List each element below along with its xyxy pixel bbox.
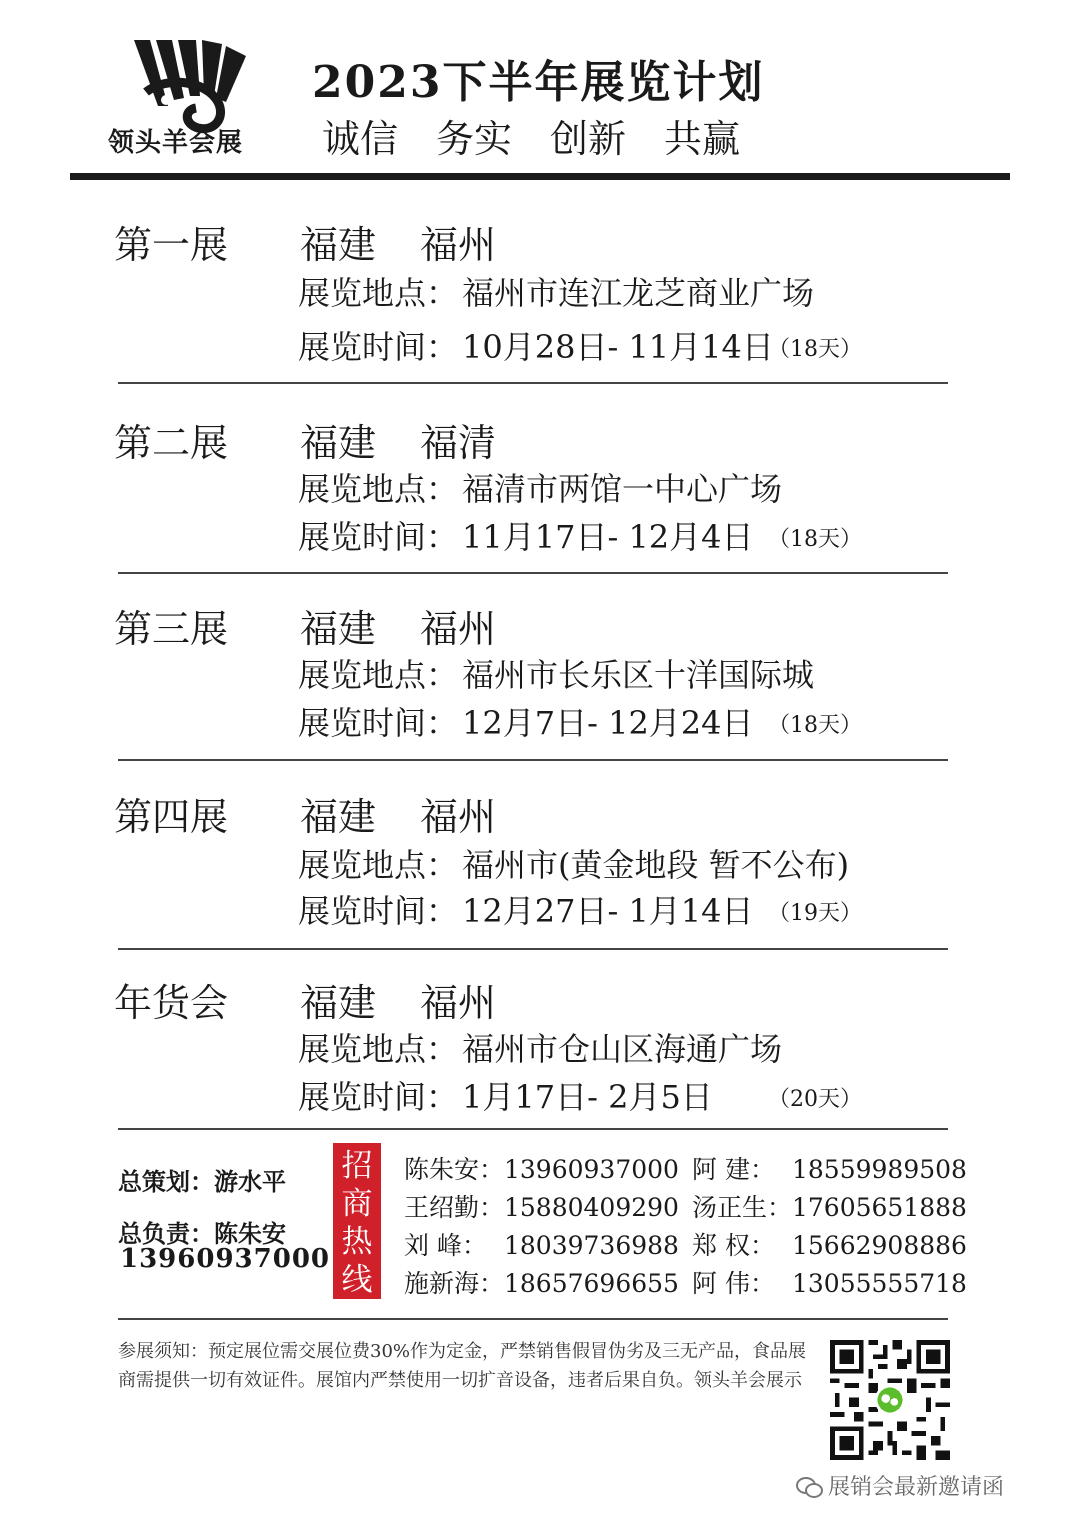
section-divider (118, 1128, 948, 1130)
show-time-row (298, 698, 754, 744)
show-duration: （18天） (768, 337, 862, 362)
show-label: 第三展 (114, 607, 229, 651)
time-value: 12月7日- 12月24日 (462, 704, 754, 742)
contact-entry (404, 1226, 679, 1262)
contact-name: 刘 峰： (404, 1231, 487, 1260)
contact-entry (692, 1226, 967, 1262)
show-location (300, 214, 496, 269)
show-label: 第一展 (114, 223, 229, 267)
venue-value: 福州市仓山区海通广场 (462, 1030, 783, 1068)
show-duration: （18天） (768, 527, 862, 552)
time-key: 展览时间： (298, 892, 459, 930)
contact-phone: 18559989508 (792, 1155, 967, 1184)
time-value: 11月17日- 12月4日 (462, 518, 754, 556)
show-venue-row (298, 650, 814, 696)
show-city: 福州 (420, 607, 497, 651)
contact-phone: 13960937000 (504, 1155, 679, 1184)
show-venue-row (298, 840, 849, 886)
show-location (300, 598, 496, 653)
contact-entry (692, 1188, 967, 1224)
show-city: 福清 (420, 421, 497, 465)
contact-name: 阿 建： (692, 1155, 775, 1184)
chief-manager: 总负责：陈朱安 (118, 1220, 286, 1248)
venue-value: 福州市长乐区十洋国际城 (462, 656, 815, 694)
show-city: 福州 (420, 795, 497, 839)
slogan-word: 创新 (550, 117, 627, 161)
show-city: 福州 (420, 223, 497, 267)
show-duration: （20天） (768, 1087, 862, 1112)
show-label: 第二展 (114, 421, 229, 465)
time-key: 展览时间： (298, 518, 459, 556)
section-divider (118, 759, 948, 761)
show-city: 福州 (420, 981, 497, 1025)
notice-text: 预定展位需交展位费30%作为定金，严禁销售假冒伪劣及三无产品，食品展商需提供一切有效证件。展馆内严禁使用一切扩音设备，违者后果自负。领头羊会展示 (118, 1341, 807, 1391)
show-time-row (298, 1072, 713, 1118)
show-province: 福建 (300, 795, 377, 839)
contact-phone: 15662908886 (792, 1231, 967, 1260)
show-label: 年货会 (114, 981, 229, 1025)
contact-phone: 13055555718 (792, 1269, 967, 1298)
time-value: 12月27日- 1月14日 (462, 892, 754, 930)
show-time-row (298, 886, 754, 932)
show-province: 福建 (300, 981, 377, 1025)
show-venue-row (298, 268, 814, 314)
slogan (322, 108, 740, 163)
hotline-badge: 招商热线 (333, 1143, 381, 1299)
time-value: 10月28日- 11月14日 (462, 328, 774, 366)
venue-key: 展览地点： (298, 1030, 459, 1068)
contact-name: 郑 权： (692, 1231, 775, 1260)
show-time-row (298, 512, 754, 558)
show-time-row (298, 322, 774, 368)
manager-phone: 13960937000 (120, 1244, 330, 1274)
section-divider (118, 572, 948, 574)
contact-name: 王绍勤： (404, 1193, 505, 1222)
qr-code[interactable] (830, 1340, 950, 1460)
venue-value: 福州市(黄金地段 暂不公布) (462, 846, 850, 884)
contact-entry (692, 1264, 967, 1300)
time-key: 展览时间： (298, 328, 459, 366)
show-venue-row (298, 464, 782, 510)
contact-name: 阿 伟： (692, 1269, 775, 1298)
contact-name: 汤正生： (692, 1193, 793, 1222)
show-province: 福建 (300, 421, 377, 465)
wechat-icon (796, 1475, 822, 1497)
time-key: 展览时间： (298, 1078, 459, 1116)
page-title: 2023下半年展览计划 (312, 57, 765, 108)
venue-value: 福州市连江龙芝商业广场 (462, 274, 815, 312)
show-label: 第四展 (114, 795, 229, 839)
show-duration: （19天） (768, 901, 862, 926)
contact-phone: 18039736988 (504, 1231, 679, 1260)
section-divider (118, 382, 948, 384)
contact-phone: 17605651888 (792, 1193, 967, 1222)
venue-key: 展览地点： (298, 470, 459, 508)
venue-key: 展览地点： (298, 656, 459, 694)
slogan-word: 诚信 (322, 117, 399, 161)
chief-planner: 总策划：游水平 (118, 1168, 286, 1196)
show-province: 福建 (300, 223, 377, 267)
contact-phone: 18657696655 (504, 1269, 679, 1298)
show-venue-row (298, 1024, 782, 1070)
venue-value: 福清市两馆一中心广场 (462, 470, 783, 508)
venue-key: 展览地点： (298, 274, 459, 312)
contact-name: 陈朱安： (404, 1155, 505, 1184)
wechat-watermark (796, 1470, 1004, 1501)
contact-name: 施新海： (404, 1269, 505, 1298)
time-key: 展览时间： (298, 704, 459, 742)
contact-entry (404, 1264, 679, 1300)
contact-entry (692, 1150, 967, 1186)
show-location (300, 786, 496, 841)
exhibitor-notice (118, 1337, 808, 1395)
watermark-text: 展销会最新邀请函 (828, 1475, 1005, 1500)
logo-text: 领头羊会展 (108, 128, 244, 158)
show-location (300, 972, 496, 1027)
slogan-word: 务实 (436, 117, 513, 161)
show-duration: （18天） (768, 713, 862, 738)
venue-key: 展览地点： (298, 846, 459, 884)
section-divider (118, 1318, 948, 1320)
show-location (300, 412, 496, 467)
slogan-word: 共赢 (664, 117, 741, 161)
notice-title: 参展须知： (118, 1341, 208, 1362)
contact-phone: 15880409290 (504, 1193, 679, 1222)
section-divider (118, 948, 948, 950)
contact-entry (404, 1150, 679, 1186)
show-province: 福建 (300, 607, 377, 651)
header-divider (70, 173, 1010, 180)
time-value: 1月17日- 2月5日 (462, 1078, 713, 1116)
contact-entry (404, 1188, 679, 1224)
